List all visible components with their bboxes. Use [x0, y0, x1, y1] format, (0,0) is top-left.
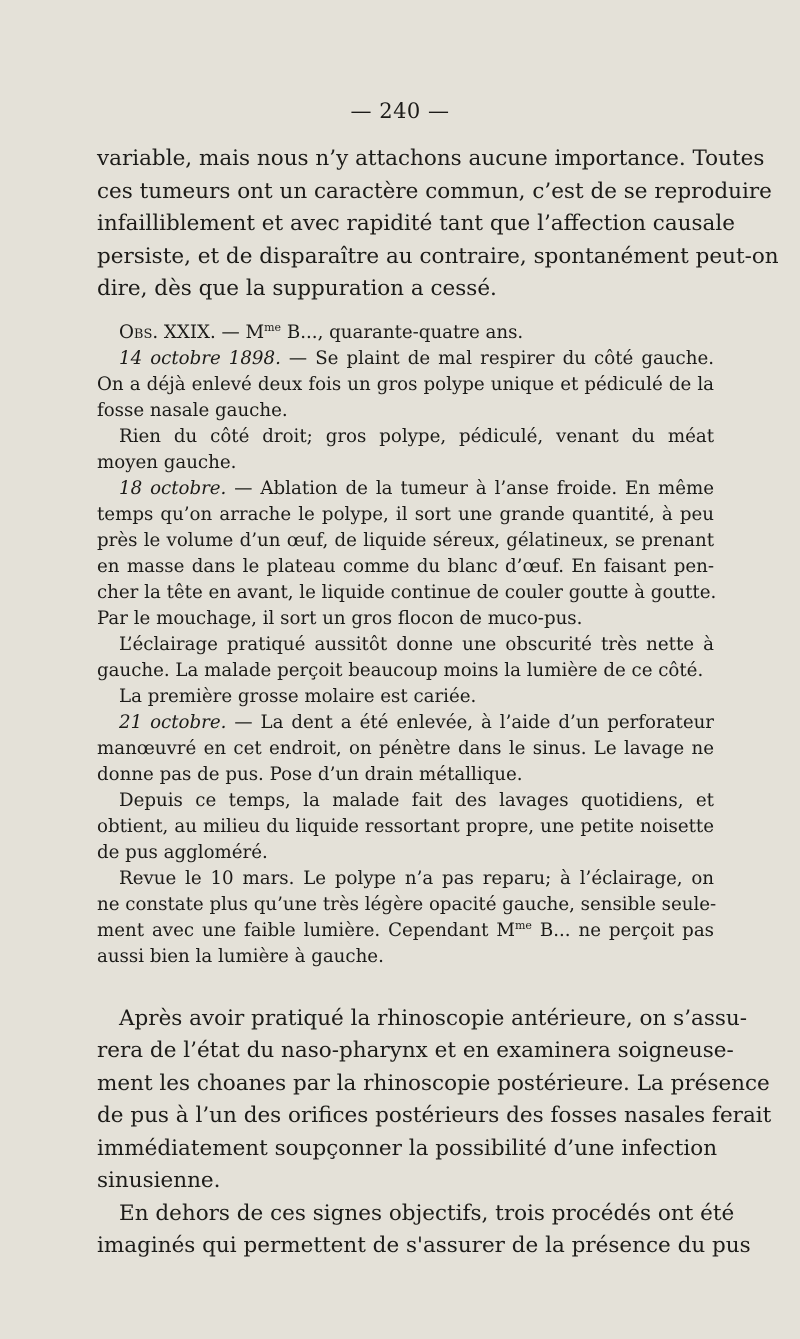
conclusion-paragraph-1 [97, 1003, 772, 1198]
observation-paragraph-3: 18 octobre. — Ablation de la tumeur à l’anse froide. En même temps qu’on arrache le polype, il sort une grande quantité, à peu près le volume d’un œuf, de liquide séreux, gélatineux, se prenant en masse dans le plateau comme du blanc d’œuf. En faisant pen- cher la tête en avant, le liquide continue de couler goutte à goutte. Par le mouchage, il sort un gros flocon de muco-pus. [97, 476, 714, 632]
text-line: La première grosse molaire est cariée. [119, 685, 477, 707]
text-line: donne pas de pus. Pose d’un drain métallique. [97, 763, 523, 785]
conclusion-block [97, 1003, 772, 1263]
text-line: fosse nasale gauche. [97, 399, 288, 421]
text-line: temps qu’on arrache le polype, il sort une grande quantité, à peu [97, 503, 714, 525]
observation-date: 14 octobre 1898. [119, 347, 281, 369]
text-line: variable, mais nous n’y attachons aucune importance. Toutes [97, 146, 765, 171]
text-line: Par le mouchage, il sort un gros flocon de muco-pus. [97, 607, 583, 629]
text-line: rera de l’état du naso-pharynx et en examinera soigneuse- [97, 1038, 734, 1063]
observation-paragraph-7 [97, 788, 714, 866]
page-text [97, 143, 779, 1263]
text-line: sinusienne. [97, 1168, 221, 1193]
text-line: cher la tête en avant, le liquide continue de couler goutte à goutte. [97, 581, 717, 603]
text-line: ne constate plus qu’une très légère opacité gauche, sensible seule- [97, 893, 717, 915]
text-line: L’éclairage pratiqué aussitôt donne une obscurité très nette à [119, 633, 714, 655]
text-line: Rien du côté droit; gros polype, pédiculé, venant du méat [119, 425, 714, 447]
text-line: de pus à l’un des orifices postérieurs des fosses nasales ferait [97, 1103, 772, 1128]
text-line: près le volume d’un œuf, de liquide séreux, gélatineux, se prenant [97, 529, 714, 551]
text-line: gauche. La malade perçoit beaucoup moins la lumière de ce côté. [97, 659, 704, 681]
text-line: immédiatement soupçonner la possibilité d’une infection [97, 1135, 718, 1161]
observation-paragraph-5 [97, 684, 714, 710]
observation-block [97, 320, 717, 970]
page-number: — 240 — [350, 99, 450, 123]
observation-paragraph-8: Revue le 10 mars. Le polype n’a pas reparu; à l’éclairage, on ne constate plus qu’une très légère opacité gauche, sensible seule- ment avec une faible lumière. Cependant $M^{me}$ B... ne perçoit pas aussi bien la lumière à gauche. [97, 866, 714, 970]
text-line: manœuvré en cet endroit, on pénètre dans le sinus. Le lavage ne [97, 737, 714, 759]
text-line: ment les choanes par la rhinoscopie postérieure. La présence [97, 1070, 770, 1096]
observation-date: 21 octobre. [119, 711, 227, 733]
text-line: Revue le 10 mars. Le polype n’a pas reparu; à l’éclairage, on [119, 867, 714, 889]
observation-paragraph-1: 14 octobre 1898. — Se plaint de mal respirer du côté gauche. On a déjà enlevé deux fois un gros polype unique et pédiculé de la fosse nasale gauche. [97, 346, 714, 424]
observation-heading: Obs. XXIX. — $M^{me}$ B..., quarante-quatre ans. [119, 320, 524, 343]
observation-paragraph-2 [97, 424, 714, 476]
text-line: infailliblement et avec rapidité tant que l’affection causale [97, 211, 735, 236]
observation-paragraph-4 [97, 632, 714, 684]
text-line: Depuis ce temps, la malade fait des lavages quotidiens, et [119, 789, 714, 811]
text-line: On a déjà enlevé deux fois un gros polype unique et pédiculé de la [97, 373, 714, 395]
text-line: En dehors de ces signes objectifs, trois procédés ont été [119, 1200, 735, 1226]
observation-paragraph-6: 21 octobre. — La dent a été enlevée, à l’aide d’un perforateur manœuvré en cet endroit, on pénètre dans le sinus. Le lavage ne donne pas de pus. Pose d’un drain métallique. [97, 710, 714, 788]
text-line: Après avoir pratiqué la rhinoscopie antérieure, on s’assu- [119, 1005, 748, 1031]
text-line: obtient, au milieu du liquide ressortant propre, une petite noisette [97, 815, 714, 837]
text-line: persiste, et de disparaître au contraire, spontanément peut-on [97, 243, 779, 269]
text-line: ces tumeurs ont un caractère commun, c’est de se reproduire [97, 178, 772, 204]
conclusion-paragraph-2 [97, 1198, 751, 1263]
intro-paragraph [97, 143, 779, 306]
text-line: en masse dans le plateau comme du blanc d’œuf. En faisant pen- [97, 555, 714, 577]
text-line: de pus aggloméré. [97, 841, 268, 863]
text-line: imaginés qui permettent de s'assurer de la présence du pus [97, 1233, 751, 1258]
text-line: dire, dès que la suppuration a cessé. [97, 276, 497, 301]
observation-date: 18 octobre. [119, 477, 227, 499]
text-line: aussi bien la lumière à gauche. [97, 945, 384, 967]
text-line: moyen gauche. [97, 451, 237, 473]
